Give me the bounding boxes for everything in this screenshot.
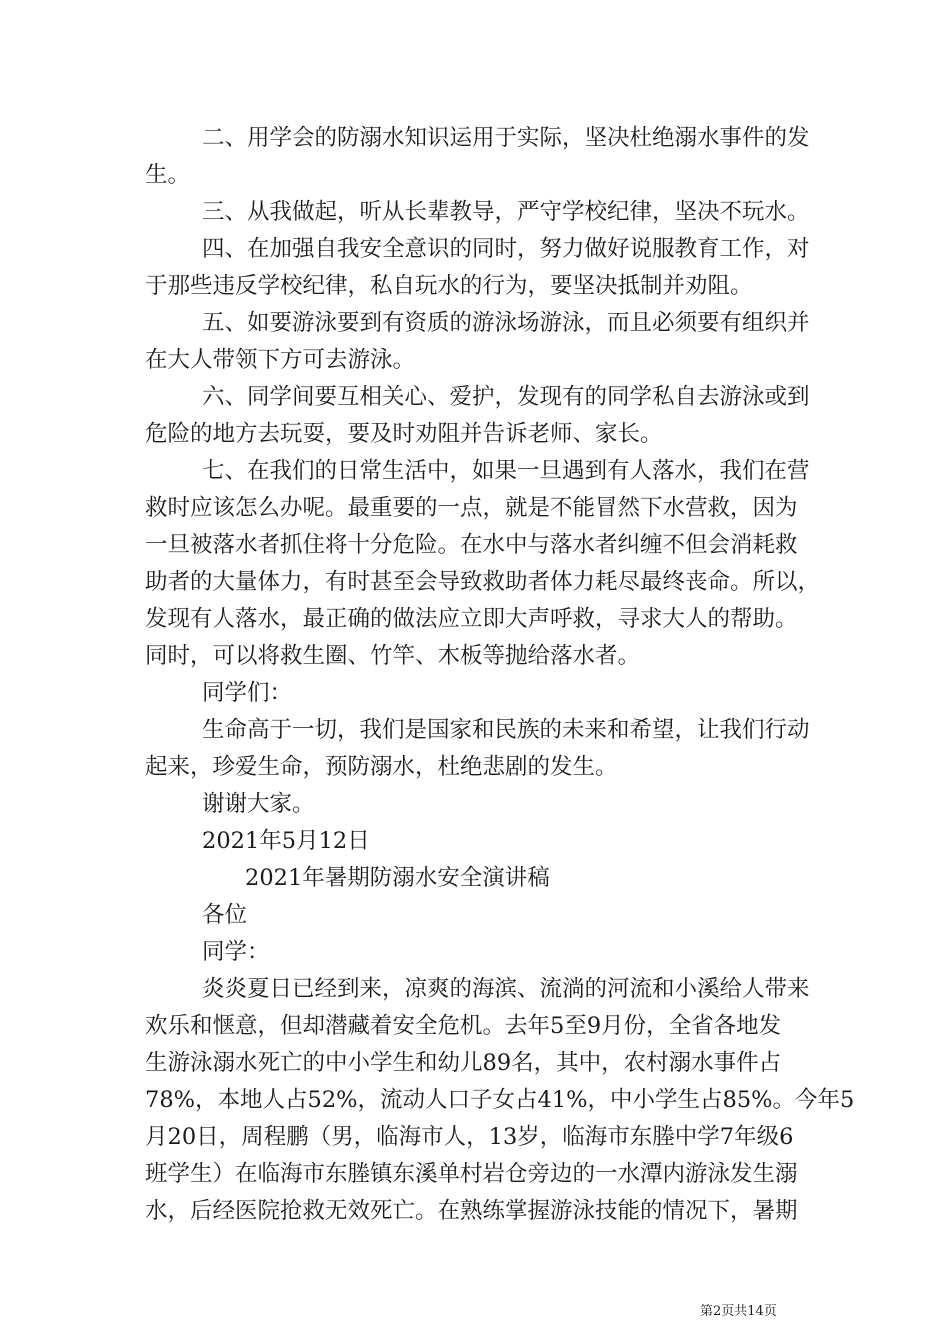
text-line: 生游泳溺水死亡的中小学生和幼儿89名，其中，农村溺水事件占	[145, 1050, 782, 1076]
text-line: 班学生）在临海市东塍镇东溪单村岩仓旁边的一水潭内游泳发生溺	[145, 1161, 798, 1187]
text-line: 谢谢大家。	[202, 791, 315, 817]
text-line: 欢乐和惬意，但却潜藏着安全危机。去年5至9月份，全省各地发	[145, 1013, 782, 1039]
text-line: 炎炎夏日已经到来，凉爽的海滨、流淌的河流和小溪给人带来	[202, 976, 810, 1002]
text-line: 同时，可以将救生圈、竹竿、木板等抛给落水者。	[145, 643, 641, 669]
text-line: 四、在加强自我安全意识的同时，努力做好说服教育工作，对	[202, 236, 810, 262]
text-line: 于那些违反学校纪律，私自玩水的行为，要坚决抵制并劝阻。	[145, 273, 753, 299]
text-line: 78%，本地人占52%，流动人口子女占41%，中小学生占85%。今年5	[145, 1087, 855, 1113]
text-line: 一旦被落水者抓住将十分危险。在水中与落水者纠缠不但会消耗救	[145, 532, 798, 558]
text-line: 二、用学会的防溺水知识运用于实际，坚决杜绝溺水事件的发	[202, 125, 810, 151]
text-line: 起来，珍爱生命，预防溺水，杜绝悲剧的发生。	[145, 754, 618, 780]
section-title: 2021年暑期防溺水安全演讲稿	[245, 865, 550, 891]
text-line: 发现有人落水，最正确的做法应立即大声呼救，寻求大人的帮助。	[145, 606, 798, 632]
text-line: 六、同学间要互相关心、爱护，发现有的同学私自去游泳或到	[202, 384, 810, 410]
page-indicator: 第2页共14页	[700, 1304, 777, 1319]
text-line: 助者的大量体力，有时甚至会导致救助者体力耗尽最终丧命。所以，	[145, 569, 821, 595]
text-line: 同学们：	[202, 680, 293, 706]
text-line: 三、从我做起，听从长辈教导，严守学校纪律，坚决不玩水。	[202, 199, 810, 225]
text-line: 危险的地方去玩耍，要及时劝阻并告诉老师、家长。	[145, 421, 663, 447]
text-line: 同学：	[202, 939, 270, 965]
text-line: 七、在我们的日常生活中，如果一旦遇到有人落水，我们在营	[202, 458, 810, 484]
date-line: 2021年5月12日	[202, 828, 370, 854]
text-line: 五、如要游泳要到有资质的游泳场游泳，而且必须要有组织并	[202, 310, 810, 336]
text-line: 水，后经医院抢救无效死亡。在熟练掌握游泳技能的情况下，暑期	[145, 1198, 798, 1224]
text-line: 救时应该怎么办呢。最重要的一点，就是不能冒然下水营救，因为	[145, 495, 798, 521]
text-line: 在大人带领下方可去游泳。	[145, 347, 416, 373]
text-line: 生。	[145, 162, 191, 188]
text-line: 月20日，周程鹏（男，临海市人，13岁，临海市东塍中学7年级6	[145, 1124, 794, 1150]
text-line: 生命高于一切，我们是国家和民族的未来和希望，让我们行动	[202, 717, 810, 743]
text-line: 各位	[202, 902, 248, 928]
